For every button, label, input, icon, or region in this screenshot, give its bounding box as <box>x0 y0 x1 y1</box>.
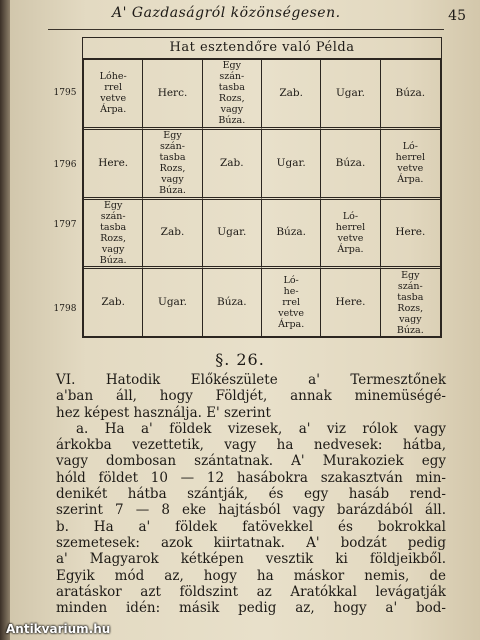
table-cell: Lóhe- rrel vetve Árpa. <box>84 60 143 130</box>
table-cell: Zab. <box>203 130 262 200</box>
crop-rotation-table <box>82 58 442 338</box>
body-line: a. Ha a' földek vizesek, a' viz rólok vagy <box>76 420 446 437</box>
table-cell: Here. <box>84 130 143 200</box>
table-cell: Egy szán- tasba Rozs, vagy Búza. <box>396 269 424 336</box>
page-number: 45 <box>448 8 466 24</box>
table-cell: Herc. <box>143 60 202 130</box>
table-cell: Búza. <box>262 200 321 270</box>
table-cell: Egy szán- tasba Rozs, vagy Búza. <box>143 130 202 200</box>
table-cell: Egy szán- tasba Rozs, vagy Búza. <box>84 200 143 270</box>
body-line: szerint 7 — 8 eke hajtásból vagy barázdából áll. <box>56 502 446 519</box>
book-spine-shadow <box>0 0 10 640</box>
crop-rotation-table-block <box>48 36 442 339</box>
year-label: 1796 <box>53 160 77 170</box>
body-line: aratáskor azt földszint az Aratókkal levágatják <box>56 583 446 600</box>
table-cell: Ugar. <box>321 60 380 130</box>
table-cell: Egy szán- tasba Rozs, vagy Búza. <box>203 60 262 130</box>
body-line: vagy dombosan szántatnak. A' Murakoziek egy <box>56 453 446 470</box>
body-line: denikét hátba szántják, és egy hasáb rend- <box>56 486 446 503</box>
body-line: árkokba vezettetik, vagy ha nedvesek: hátba, <box>56 437 446 454</box>
year-label: 1795 <box>53 88 77 98</box>
header-rule <box>48 29 444 30</box>
running-head: A' Gazdaságról közönségesen. <box>112 5 341 21</box>
table-cell: Ugar. <box>143 269 202 336</box>
table-cell: Here. <box>381 200 440 270</box>
year-label: 1797 <box>53 220 77 230</box>
table-cell: Búza. <box>321 130 380 200</box>
table-cell: Ló- herrel vetve Árpa. <box>321 200 380 270</box>
table-cell: Ugar. <box>262 130 321 200</box>
table-row <box>84 60 440 130</box>
body-line: hez képest használja. E' szerint <box>56 404 271 421</box>
table-cell: Búza. <box>381 60 440 130</box>
body-line: a' Magyarok kétképen vesztik ki földjeikből. <box>56 551 446 568</box>
body-line: a'ban áll, hogy Földjét, annak minemüségé- <box>56 388 446 405</box>
body-text <box>56 372 446 616</box>
body-line: b. Ha a' földek fatövekkel és bokrokkal <box>56 518 446 535</box>
table-cell: Búza. <box>203 269 262 336</box>
body-line: hóld földet 10 — 12 hasábokra szakasztván min- <box>56 469 446 486</box>
table-cell: Zab. <box>84 269 143 336</box>
table-row <box>84 130 440 200</box>
body-line: Egyik mód az, hogy ha máskor nemis, de <box>56 567 446 584</box>
section-heading: §. 26. <box>215 350 265 369</box>
table-title: Hat esztendőre való Példa <box>82 37 442 58</box>
body-line: szemetesek: azok kiirtatnak. A' bodzát pedig <box>56 534 446 551</box>
table-cell: Zab. <box>262 60 321 130</box>
table-cell: Zab. <box>143 200 202 270</box>
watermark: Antikvarium.hu <box>6 622 111 636</box>
body-line: VI. Hatodik Előkészülete a' Termesztőnek <box>56 372 446 388</box>
table-row <box>84 200 440 270</box>
table-row <box>84 269 440 336</box>
table-cell: Ugar. <box>203 200 262 270</box>
table-cell: Ló- he- rrel vetve Árpa. <box>262 269 321 336</box>
table-cell: Ló- herrel vetve Árpa. <box>381 130 440 200</box>
year-label: 1798 <box>53 304 77 314</box>
body-line: minden idén: másik pedig az, hogy a' bod- <box>56 600 446 617</box>
table-cell: Here. <box>321 269 380 336</box>
